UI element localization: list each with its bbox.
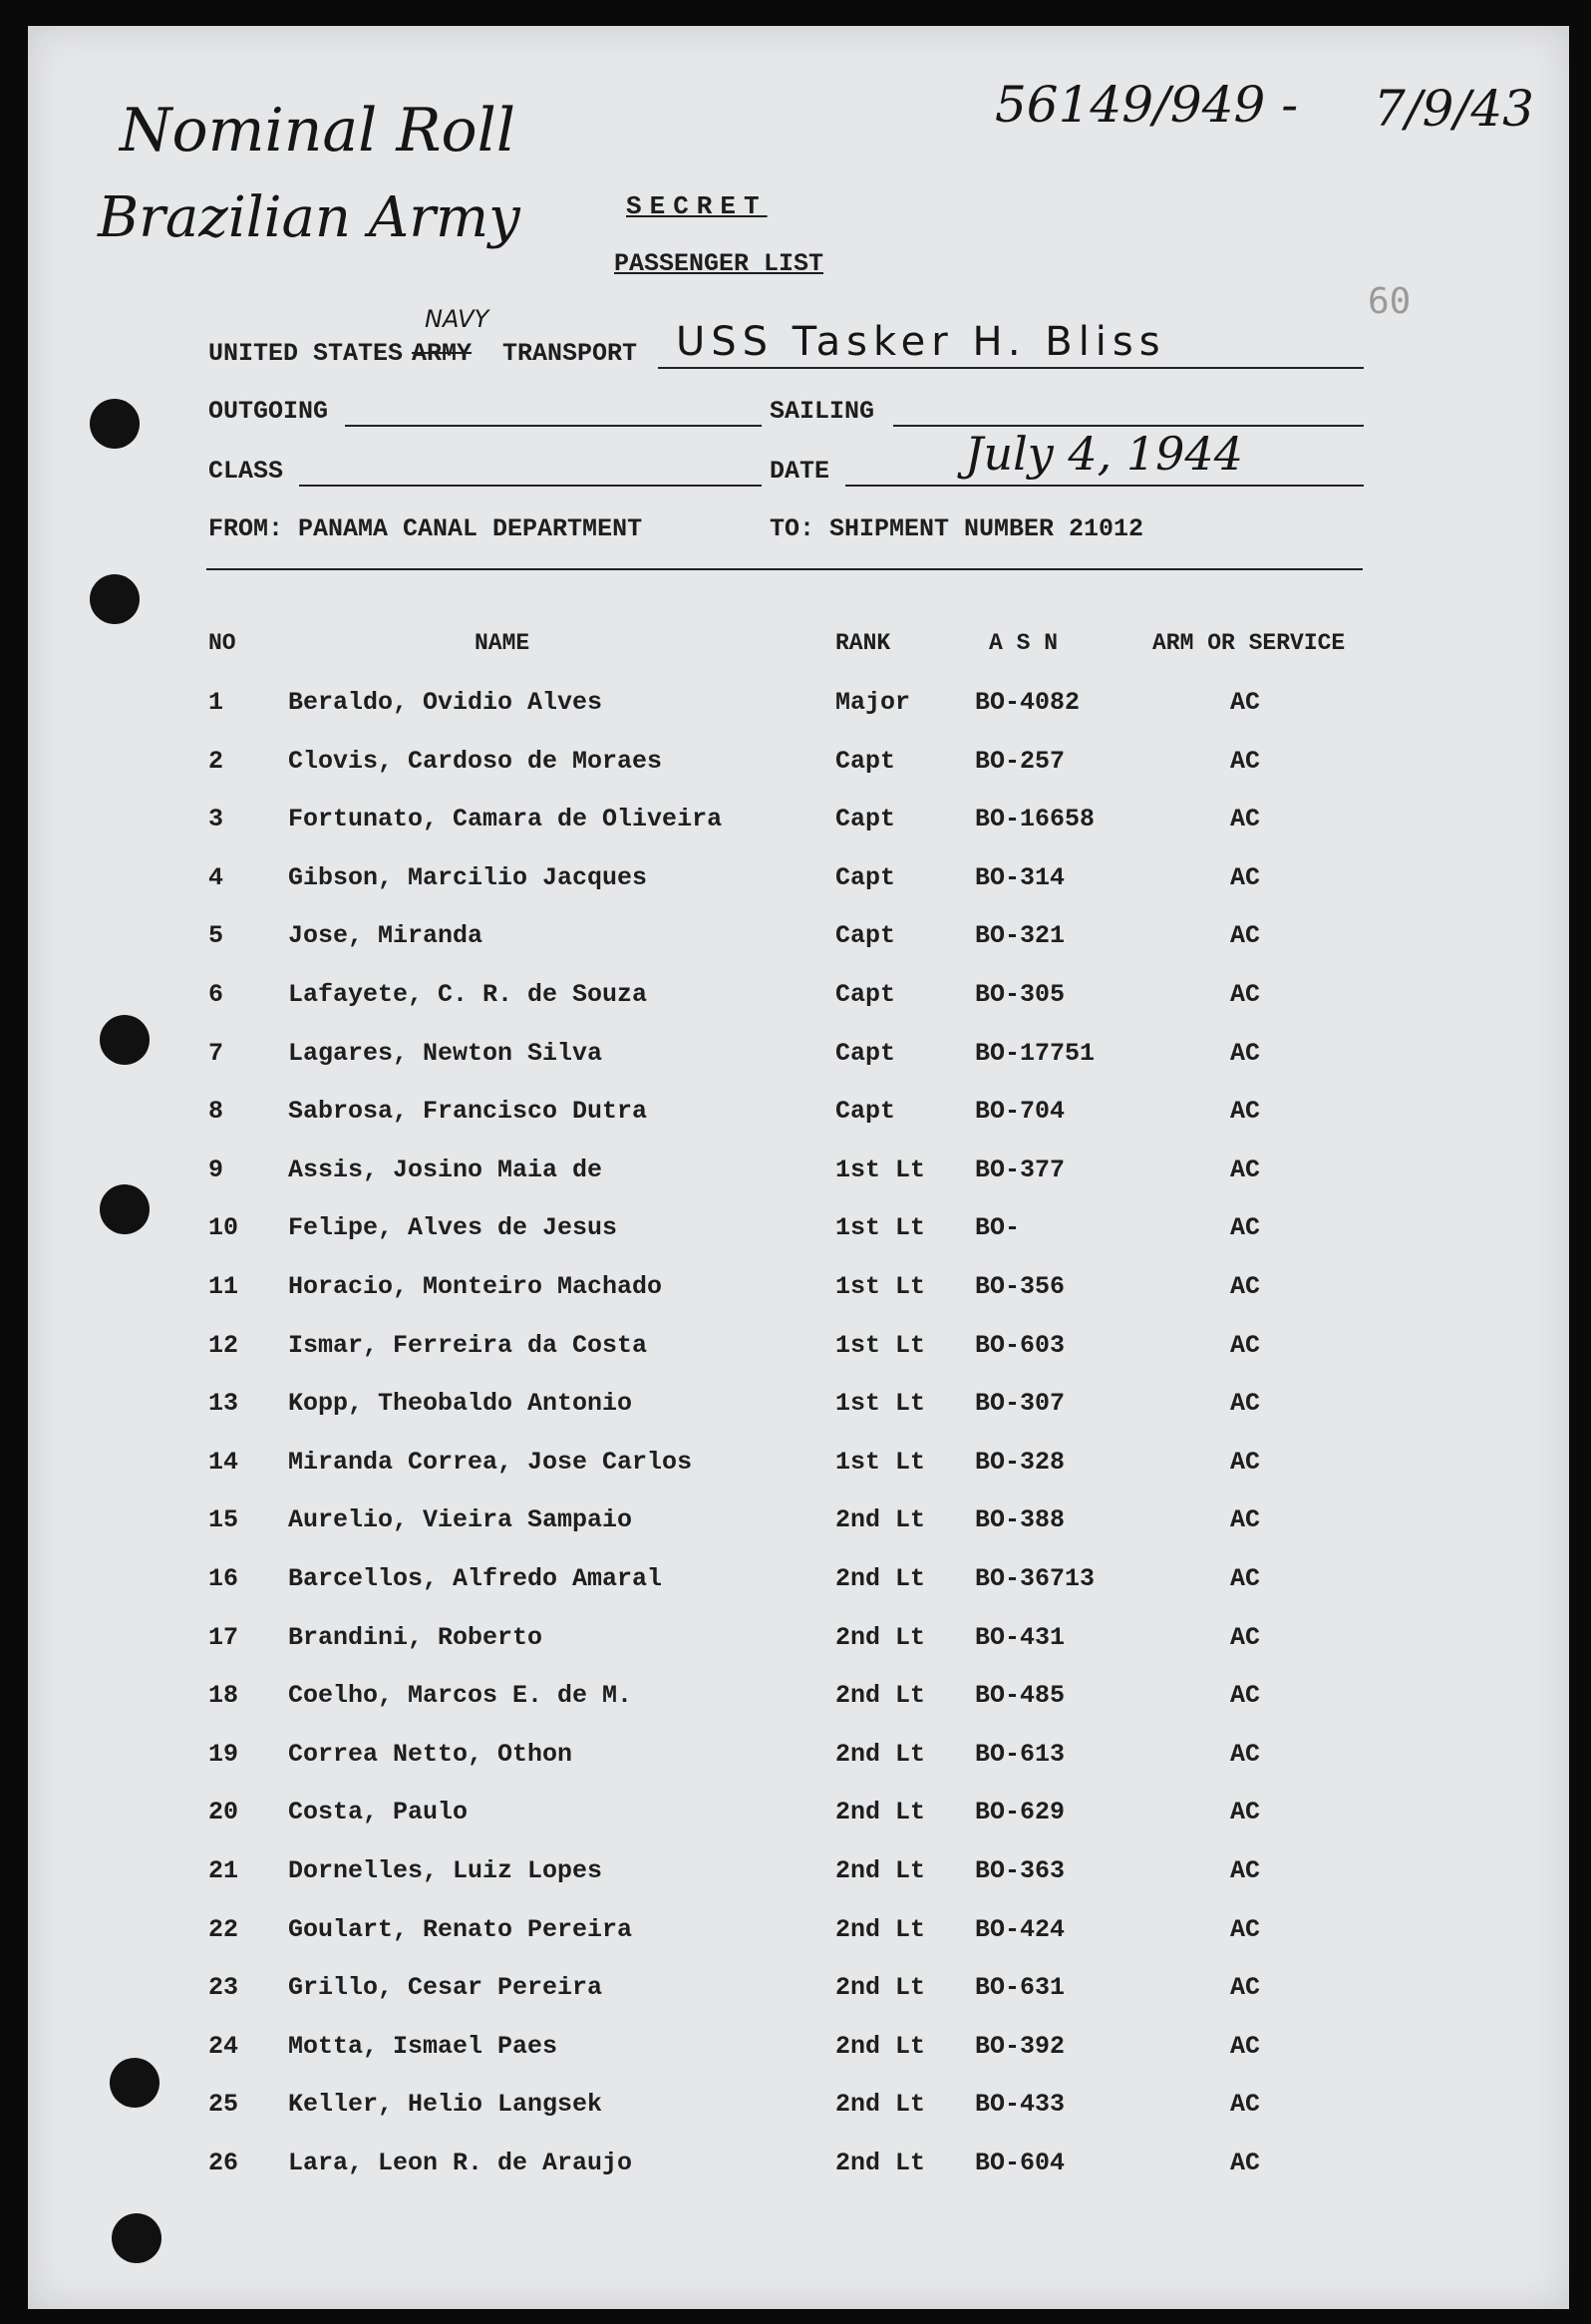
row-arm: AC — [1230, 1097, 1261, 1126]
from-label: FROM: PANAMA CANAL DEPARTMENT — [208, 514, 643, 543]
row-number: 20 — [208, 1798, 239, 1826]
row-rank: 1st Lt — [835, 1331, 926, 1360]
row-rank: 1st Lt — [835, 1448, 926, 1477]
row-arm: AC — [1230, 2090, 1261, 2119]
outgoing-underline — [345, 425, 762, 427]
punch-hole — [100, 1015, 150, 1065]
row-name: Felipe, Alves de Jesus — [288, 1213, 618, 1242]
row-asn: BO-704 — [975, 1097, 1066, 1126]
row-arm: AC — [1230, 1915, 1261, 1944]
row-rank: 2nd Lt — [835, 1856, 926, 1885]
row-asn: BO-485 — [975, 1681, 1066, 1710]
punch-hole — [112, 2213, 161, 2263]
row-number: 5 — [208, 921, 224, 950]
punch-hole — [110, 2058, 159, 2108]
row-asn: BO-4082 — [975, 688, 1081, 717]
row-name: Horacio, Monteiro Machado — [288, 1272, 663, 1301]
row-number: 6 — [208, 980, 224, 1009]
row-number: 17 — [208, 1623, 239, 1652]
row-name: Clovis, Cardoso de Moraes — [288, 747, 663, 776]
row-rank: Capt — [835, 805, 896, 833]
header-rule — [206, 568, 1363, 570]
row-asn: BO-356 — [975, 1272, 1066, 1301]
row-arm: AC — [1230, 1740, 1261, 1769]
row-name: Lara, Leon R. de Araujo — [288, 2149, 633, 2177]
row-number: 3 — [208, 805, 224, 833]
row-rank: Capt — [835, 863, 896, 892]
army-struck-label: ARMY — [412, 339, 473, 368]
sailing-label: SAILING — [770, 397, 875, 426]
row-arm: AC — [1230, 2032, 1261, 2061]
row-rank: 2nd Lt — [835, 1564, 926, 1593]
row-number: 11 — [208, 1272, 239, 1301]
row-asn: BO-328 — [975, 1448, 1066, 1477]
row-arm: AC — [1230, 1973, 1261, 2002]
row-asn: BO-257 — [975, 747, 1066, 776]
handwritten-ship-name: USS Tasker H. Bliss — [676, 319, 1166, 365]
transport-label: TRANSPORT — [502, 339, 638, 368]
row-number: 12 — [208, 1331, 239, 1360]
row-arm: AC — [1230, 1623, 1261, 1652]
row-arm: AC — [1230, 2149, 1261, 2177]
transport-underline — [658, 367, 1364, 369]
row-rank: 2nd Lt — [835, 1740, 926, 1769]
row-arm: AC — [1230, 1331, 1261, 1360]
row-arm: AC — [1230, 921, 1261, 950]
row-name: Jose, Miranda — [288, 921, 483, 950]
row-arm: AC — [1230, 688, 1261, 717]
row-arm: AC — [1230, 747, 1261, 776]
row-number: 21 — [208, 1856, 239, 1885]
row-rank: 1st Lt — [835, 1272, 926, 1301]
row-asn: BO-307 — [975, 1389, 1066, 1418]
row-number: 10 — [208, 1213, 239, 1242]
row-number: 19 — [208, 1740, 239, 1769]
row-asn: BO-613 — [975, 1740, 1066, 1769]
row-arm: AC — [1230, 1389, 1261, 1418]
handwritten-date: July 4, 1944 — [965, 427, 1243, 481]
row-name: Barcellos, Alfredo Amaral — [288, 1564, 663, 1593]
handwritten-title-line1: Nominal Roll — [120, 96, 516, 166]
page-stamp: 60 — [1368, 281, 1412, 322]
row-number: 23 — [208, 1973, 239, 2002]
row-number: 4 — [208, 863, 224, 892]
row-arm: AC — [1230, 1156, 1261, 1184]
row-asn: BO-17751 — [975, 1039, 1096, 1068]
row-name: Brandini, Roberto — [288, 1623, 543, 1652]
col-header-arm: ARM OR SERVICE — [1152, 630, 1346, 656]
punch-hole — [90, 574, 140, 624]
row-name: Costa, Paulo — [288, 1798, 469, 1826]
row-arm: AC — [1230, 1798, 1261, 1826]
row-asn: BO-36713 — [975, 1564, 1096, 1593]
row-rank: Capt — [835, 921, 896, 950]
class-label: CLASS — [208, 457, 284, 486]
row-rank: Capt — [835, 980, 896, 1009]
outgoing-label: OUTGOING — [208, 397, 329, 426]
passenger-list-heading: PASSENGER LIST — [614, 249, 824, 278]
row-rank: 2nd Lt — [835, 1505, 926, 1534]
row-number: 14 — [208, 1448, 239, 1477]
row-rank: 2nd Lt — [835, 1798, 926, 1826]
row-name: Motta, Ismael Paes — [288, 2032, 558, 2061]
date-underline — [845, 485, 1364, 487]
row-rank: 1st Lt — [835, 1156, 926, 1184]
row-asn: BO-431 — [975, 1623, 1066, 1652]
united-states-label: UNITED STATES — [208, 339, 404, 368]
col-header-asn: A S N — [989, 630, 1059, 656]
row-rank: 2nd Lt — [835, 2149, 926, 2177]
row-arm: AC — [1230, 1039, 1261, 1068]
row-asn: BO- — [975, 1213, 1021, 1242]
row-arm: AC — [1230, 1681, 1261, 1710]
row-number: 16 — [208, 1564, 239, 1593]
row-rank: 2nd Lt — [835, 1973, 926, 2002]
row-name: Assis, Josino Maia de — [288, 1156, 603, 1184]
punch-hole — [100, 1184, 150, 1234]
row-number: 25 — [208, 2090, 239, 2119]
row-number: 18 — [208, 1681, 239, 1710]
row-name: Correa Netto, Othon — [288, 1740, 573, 1769]
row-number: 9 — [208, 1156, 224, 1184]
row-asn: BO-392 — [975, 2032, 1066, 2061]
row-asn: BO-603 — [975, 1331, 1066, 1360]
row-number: 26 — [208, 2149, 239, 2177]
row-name: Fortunato, Camara de Oliveira — [288, 805, 723, 833]
row-arm: AC — [1230, 1448, 1261, 1477]
col-header-name: NAME — [475, 630, 530, 656]
row-name: Dornelles, Luiz Lopes — [288, 1856, 603, 1885]
row-name: Sabrosa, Francisco Dutra — [288, 1097, 648, 1126]
row-name: Miranda Correa, Jose Carlos — [288, 1448, 693, 1477]
row-number: 15 — [208, 1505, 239, 1534]
row-arm: AC — [1230, 1272, 1261, 1301]
row-number: 1 — [208, 688, 224, 717]
row-name: Lafayete, C. R. de Souza — [288, 980, 648, 1009]
date-label: DATE — [770, 457, 830, 486]
row-number: 24 — [208, 2032, 239, 2061]
row-name: Lagares, Newton Silva — [288, 1039, 603, 1068]
row-name: Ismar, Ferreira da Costa — [288, 1331, 648, 1360]
to-label: TO: SHIPMENT NUMBER 21012 — [770, 514, 1144, 543]
punch-hole — [90, 399, 140, 449]
row-asn: BO-433 — [975, 2090, 1066, 2119]
class-underline — [299, 485, 762, 487]
row-asn: BO-321 — [975, 921, 1066, 950]
row-asn: BO-314 — [975, 863, 1066, 892]
row-arm: AC — [1230, 1213, 1261, 1242]
row-number: 13 — [208, 1389, 239, 1418]
row-asn: BO-305 — [975, 980, 1066, 1009]
row-asn: BO-629 — [975, 1798, 1066, 1826]
row-name: Gibson, Marcilio Jacques — [288, 863, 648, 892]
row-arm: AC — [1230, 1505, 1261, 1534]
handwritten-navy: NAVY — [425, 305, 489, 333]
handwritten-title-line2: Brazilian Army — [98, 185, 520, 250]
handwritten-file-date: 7/9/43 — [1374, 80, 1534, 138]
row-rank: 2nd Lt — [835, 1623, 926, 1652]
row-name: Aurelio, Vieira Sampaio — [288, 1505, 633, 1534]
row-rank: 2nd Lt — [835, 1681, 926, 1710]
row-number: 2 — [208, 747, 224, 776]
row-name: Goulart, Renato Pereira — [288, 1915, 633, 1944]
row-rank: Capt — [835, 1039, 896, 1068]
row-rank: Major — [835, 688, 911, 717]
row-name: Keller, Helio Langsek — [288, 2090, 603, 2119]
secret-heading: SECRET — [626, 191, 768, 221]
row-asn: BO-377 — [975, 1156, 1066, 1184]
row-asn: BO-604 — [975, 2149, 1066, 2177]
row-asn: BO-363 — [975, 1856, 1066, 1885]
row-asn: BO-424 — [975, 1915, 1066, 1944]
row-arm: AC — [1230, 805, 1261, 833]
row-rank: 2nd Lt — [835, 1915, 926, 1944]
row-asn: BO-388 — [975, 1505, 1066, 1534]
row-rank: 2nd Lt — [835, 2090, 926, 2119]
col-header-no: NO — [208, 630, 236, 656]
col-header-rank: RANK — [835, 630, 891, 656]
row-name: Grillo, Cesar Pereira — [288, 1973, 603, 2002]
row-rank: 2nd Lt — [835, 2032, 926, 2061]
row-number: 22 — [208, 1915, 239, 1944]
row-number: 8 — [208, 1097, 224, 1126]
row-asn: BO-631 — [975, 1973, 1066, 2002]
row-asn: BO-16658 — [975, 805, 1096, 833]
row-arm: AC — [1230, 980, 1261, 1009]
row-number: 7 — [208, 1039, 224, 1068]
document-page — [28, 26, 1569, 2309]
row-rank: 1st Lt — [835, 1213, 926, 1242]
row-rank: 1st Lt — [835, 1389, 926, 1418]
row-arm: AC — [1230, 1564, 1261, 1593]
row-name: Coelho, Marcos E. de M. — [288, 1681, 633, 1710]
row-name: Beraldo, Ovidio Alves — [288, 688, 603, 717]
row-name: Kopp, Theobaldo Antonio — [288, 1389, 633, 1418]
row-arm: AC — [1230, 863, 1261, 892]
row-rank: Capt — [835, 1097, 896, 1126]
row-arm: AC — [1230, 1856, 1261, 1885]
row-rank: Capt — [835, 747, 896, 776]
handwritten-file-number: 56149/949 - — [995, 76, 1299, 134]
